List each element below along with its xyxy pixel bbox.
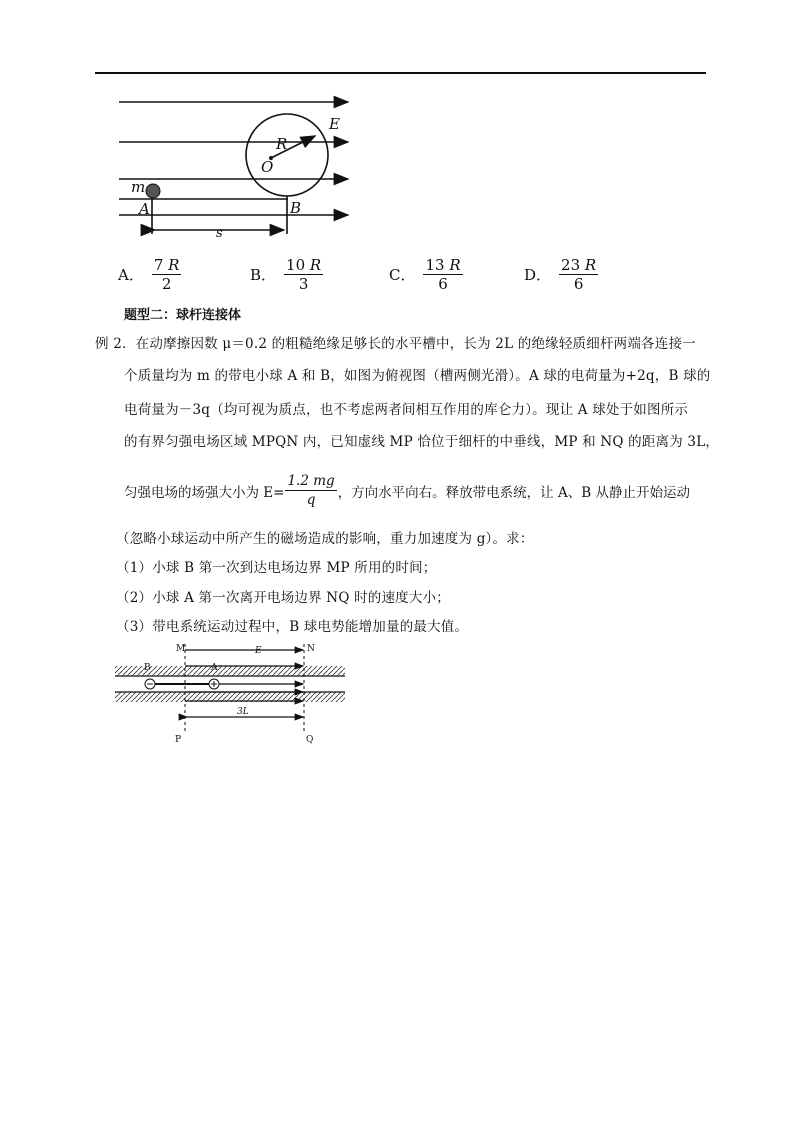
question-2: （2）小球 A 第一次离开电场边界 NQ 时的速度大小； (116, 590, 450, 606)
label-B: B (290, 199, 302, 217)
label-s: s (216, 226, 223, 241)
field-strength-fraction: $\frac{1.2 mg}{q}$ (287, 473, 335, 508)
figure-field-circle (115, 92, 355, 242)
label-Q: Q (306, 735, 314, 745)
section-heading: 题型二：球杆连接体 (124, 308, 242, 323)
label-E: E (329, 115, 340, 133)
label-O: O (261, 158, 274, 176)
problem-line-5: 匀强电场的场强大小为 E= $\frac{1.2 mg}{q}$ ，方向水平向右。释放带电系统，让 A、B 从静止开始运动 (124, 473, 690, 508)
problem-line-6: （忽略小球运动中所产生的磁场造成的影响，重力加速度为 g）。求： (116, 531, 534, 547)
label-A2: A (211, 663, 218, 673)
option-d: D． $\frac{23 R}{6}$ (524, 256, 597, 293)
question-3: （3）带电系统运动过程中，B 球电势能增加量的最大值。 (116, 619, 469, 635)
option-c: C． $\frac{13 R}{6}$ (389, 256, 461, 293)
label-m: m (131, 178, 146, 196)
label-P: P (175, 735, 182, 745)
label-E2: E (255, 646, 262, 656)
question-1: （1）小球 B 第一次到达电场边界 MP 所用的时间； (116, 560, 437, 576)
label-M: M (176, 644, 186, 654)
label-N: N (307, 644, 315, 654)
problem-line-4: 的有界匀强电场区域 MPQN 内，已知虚线 MP 恰位于细杆的中垂线，MP 和 NQ 的距离为 3L， (124, 434, 720, 450)
label-R: R (276, 135, 288, 153)
circle-track (246, 114, 328, 196)
option-b: B． $\frac{10 R}{3}$ (250, 256, 322, 293)
label-A: A (139, 200, 150, 218)
label-B2: B (144, 663, 151, 673)
figure-groove-rod (113, 640, 353, 750)
header-rule (95, 72, 706, 74)
label-3L: 3L (237, 707, 249, 717)
ball-m (146, 184, 160, 198)
problem-line-2: 个质量均为 m 的带电小球 A 和 B，如图为俯视图（槽两侧光滑）。A 球的电荷量为+2q，B 球的 (124, 368, 711, 384)
problem-line-1: 例 2．在动摩擦因数 μ＝0.2 的粗糙绝缘足够长的水平槽中，长为 2L 的绝缘轻质细杆两端各连接一 (95, 336, 696, 352)
problem-line-3: 电荷量为－3q（均可视为质点，也不考虑两者间相互作用的库仑力）。现让 A 球处于如图所示 (124, 402, 689, 418)
option-a: A． $\frac{7 R}{2}$ (118, 256, 180, 293)
